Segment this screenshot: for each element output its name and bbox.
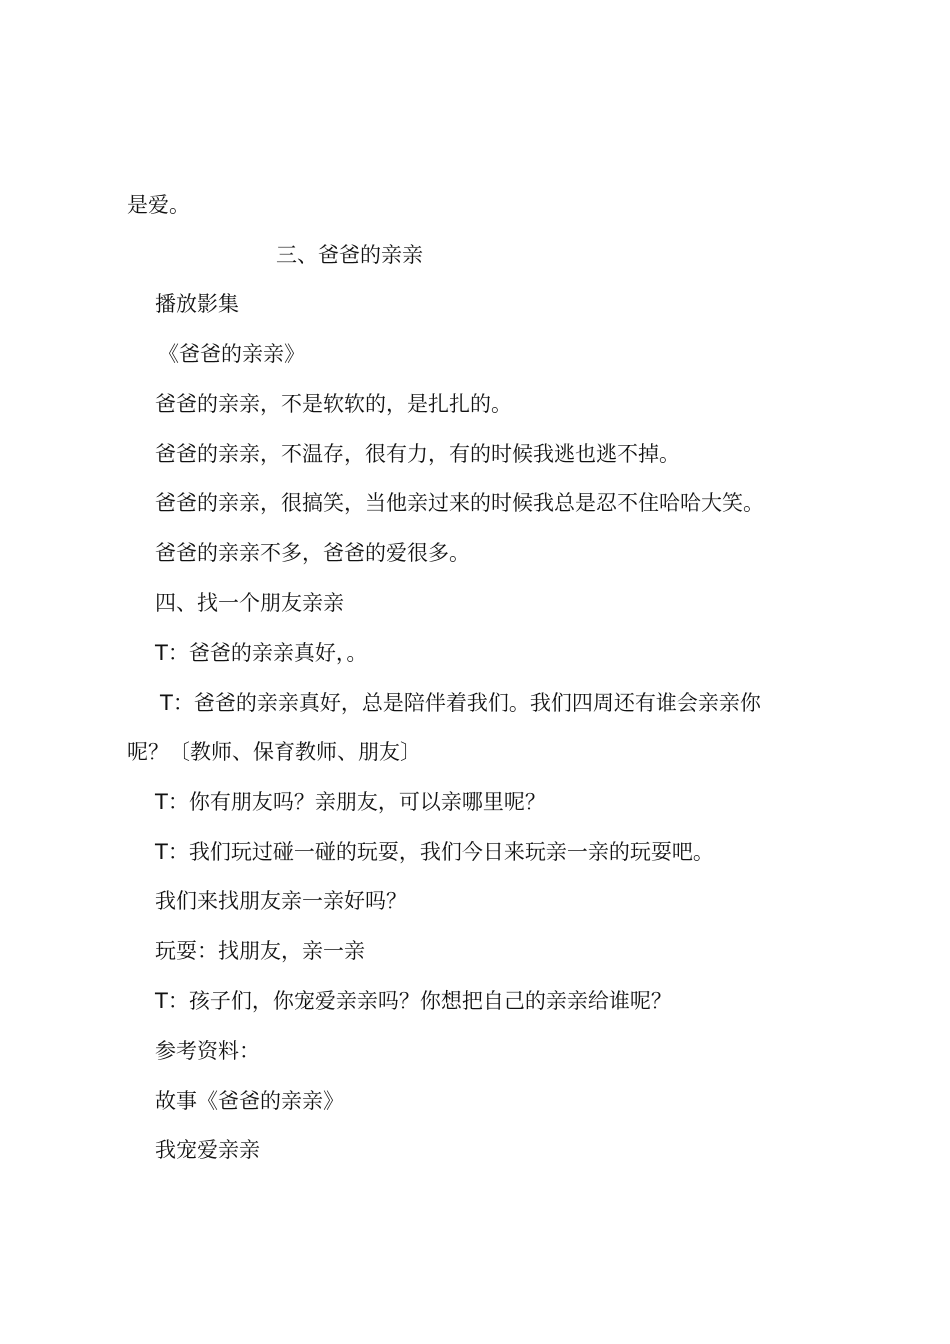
text-line: 播放影集 [155,292,239,316]
text-line: 爸爸的亲亲，不温存，很有力，有的时候我逃也逃不掉。 [155,442,680,466]
text-line: 爸爸的亲亲，很搞笑，当他亲过来的时候我总是忍不住哈哈大笑。 [155,491,764,515]
dialogue-line: T：爸爸的亲亲真好，总是陪伴着我们。我们四周还有谁会亲亲你 [160,691,761,715]
section-heading-3: 三、爸爸的亲亲 [276,243,423,267]
reference-item: 我宠爱亲亲 [155,1138,260,1162]
text-line-continuation: 是爱。 [127,193,190,217]
dialogue-line: T：爸爸的亲亲真好，。 [155,641,368,665]
text-line: 爸爸的亲亲，不是软软的，是扎扎的。 [155,392,512,416]
dialogue-line: T：你有朋友吗？亲朋友，可以亲哪里呢？ [155,790,546,814]
text-line: 玩耍：找朋友，亲一亲 [155,939,365,963]
section-heading-4: 四、找一个朋友亲亲 [155,591,344,615]
text-line-title: 《爸爸的亲亲》 [158,342,305,366]
dialogue-line-continuation: 呢？〔教师、保育教师、朋友〕 [127,740,421,764]
dialogue-line: T：我们玩过碰一碰的玩耍，我们今日来玩亲一亲的玩耍吧。 [155,840,714,864]
reference-item: 故事《爸爸的亲亲》 [155,1089,344,1113]
dialogue-line: T：孩子们，你宠爱亲亲吗？你想把自己的亲亲给谁呢？ [155,989,672,1013]
reference-heading: 参考资料： [155,1039,260,1063]
text-line: 爸爸的亲亲不多，爸爸的爱很多。 [155,541,470,565]
text-line: 我们来找朋友亲一亲好吗？ [155,889,407,913]
